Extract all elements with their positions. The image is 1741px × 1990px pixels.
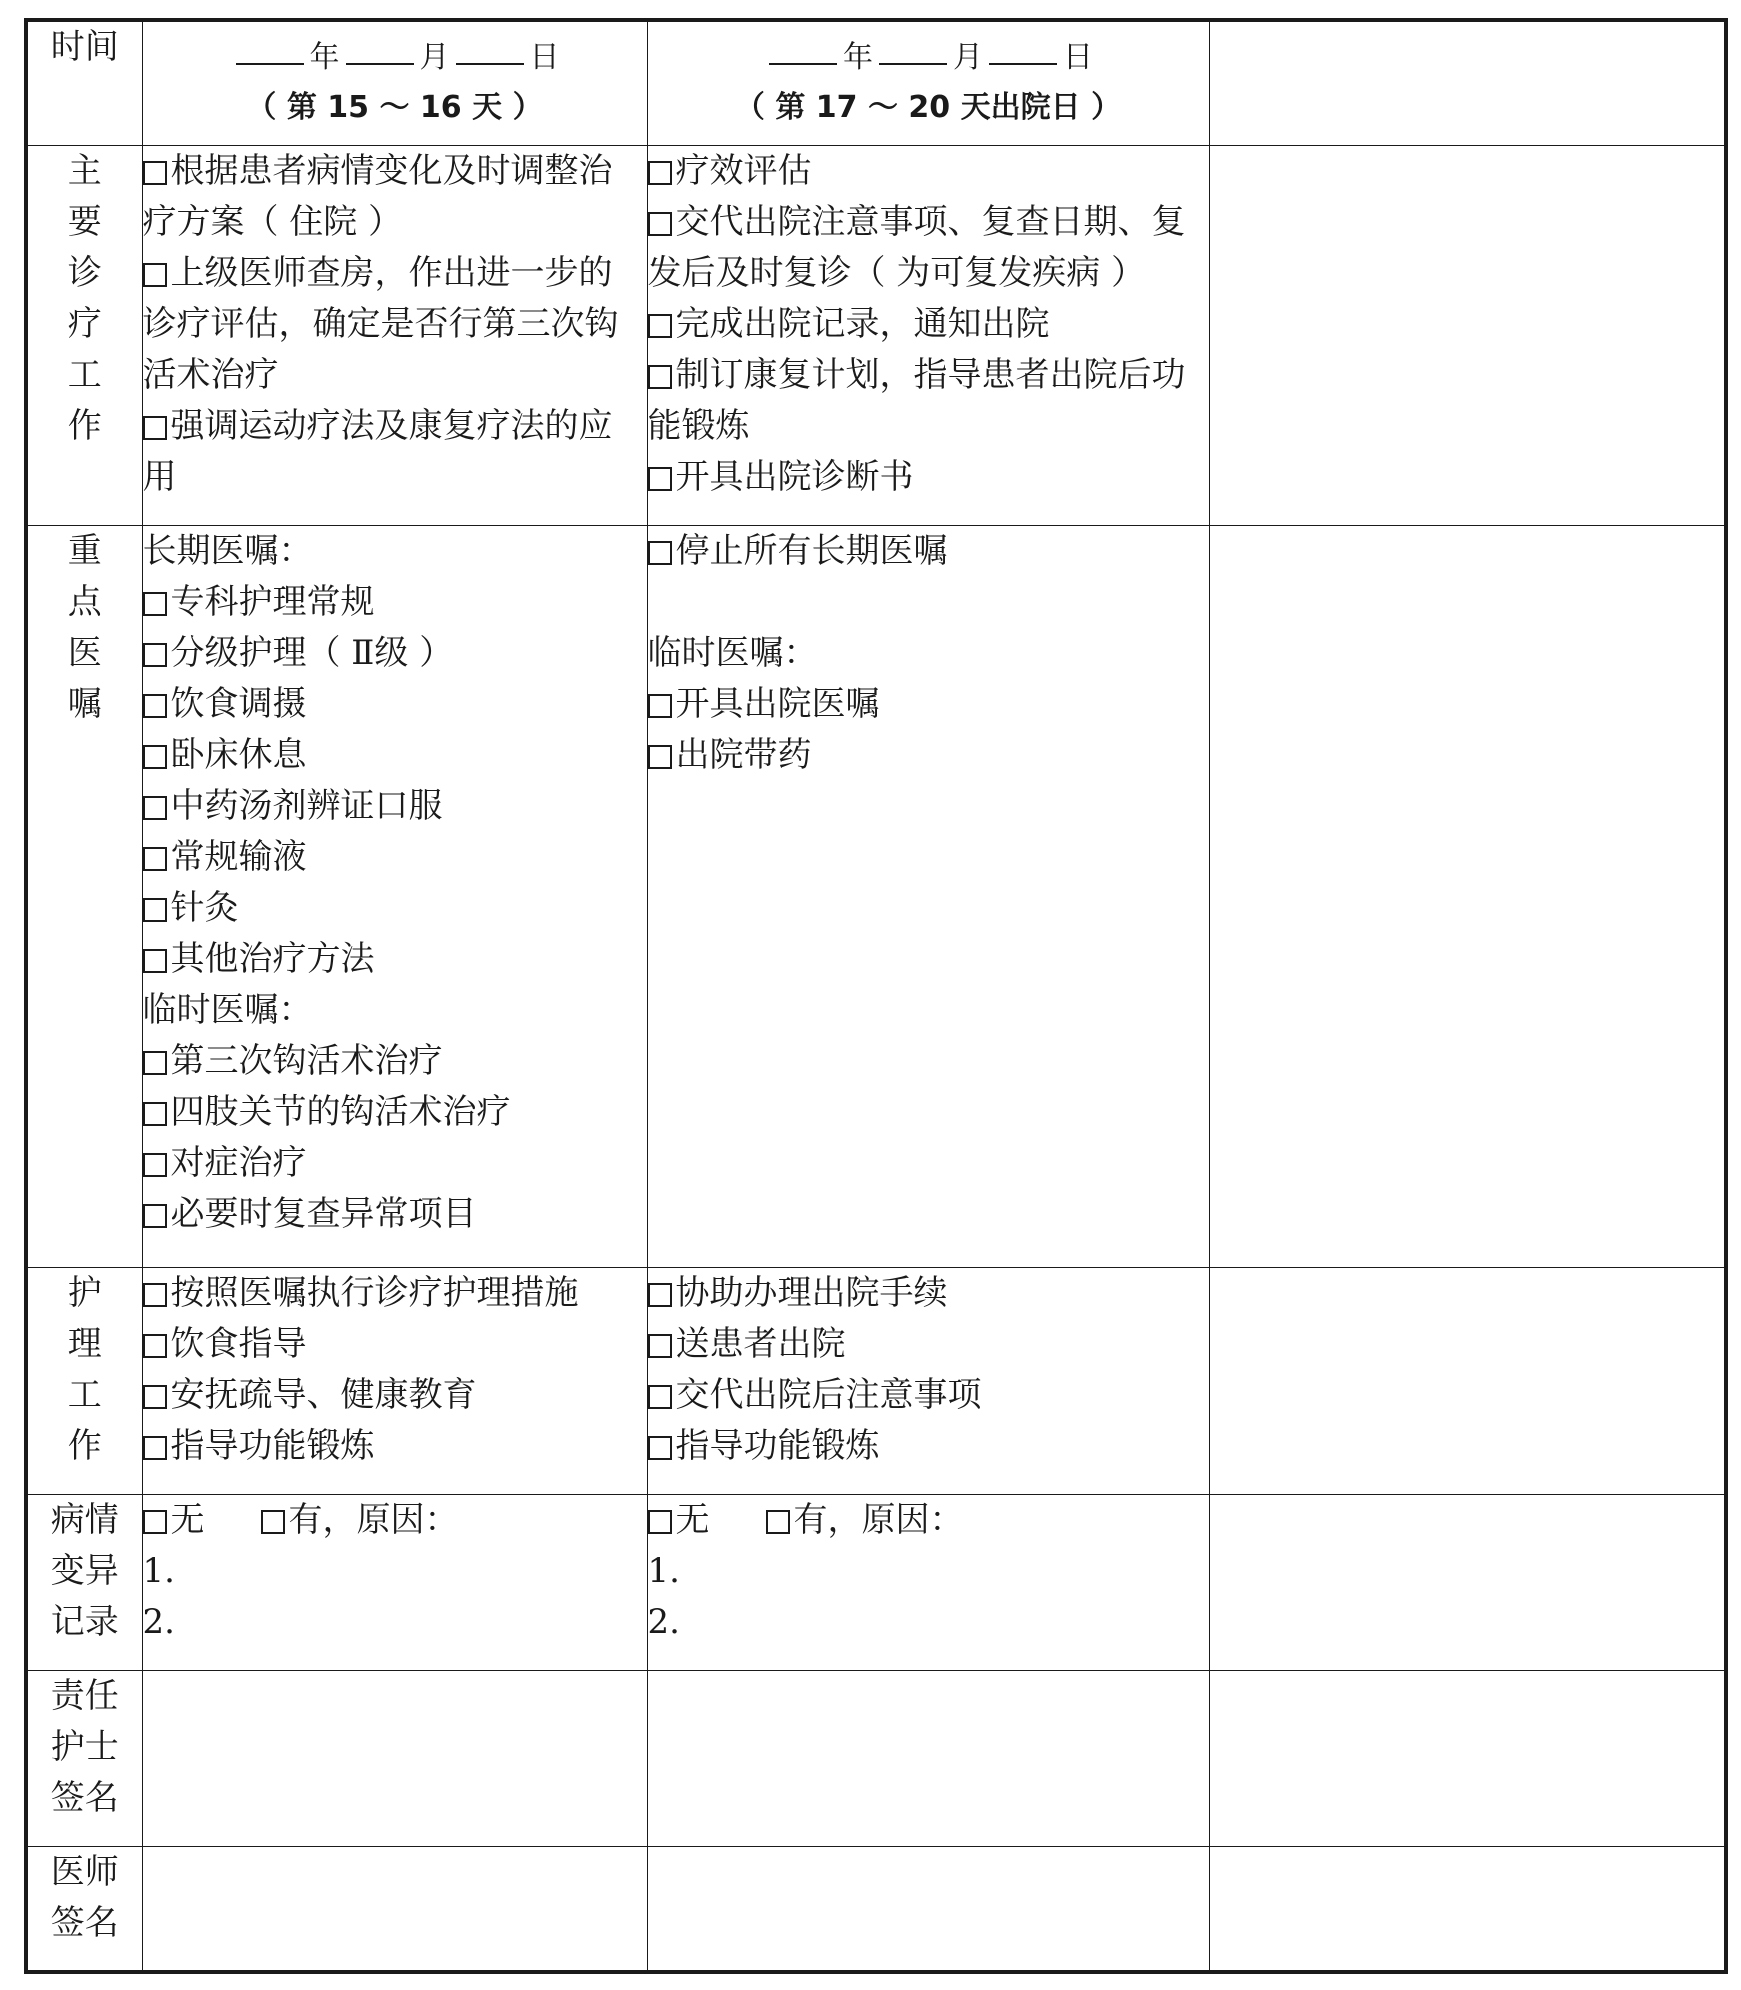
checklist-item: 停止所有长期医嘱 [648,526,1209,577]
checklist-item: 中药汤剂辨证口服 [143,781,647,832]
day-label: 日 [1063,40,1093,76]
checkbox[interactable] [143,1385,167,1409]
checkbox[interactable] [143,796,167,820]
checklist-item: 四肢关节的钩活术治疗 [143,1087,647,1138]
nursing-row [26,1267,1726,1494]
checklist-item: 开具出院诊断书 [648,452,1209,503]
checklist-item: 上级医师查房，作出进一步的诊疗评估，确定是否行第三次钩活术治疗 [142,252,619,395]
checkbox[interactable] [143,745,167,769]
checkbox[interactable] [143,1051,167,1075]
checkbox[interactable] [648,1385,672,1409]
checkbox[interactable] [648,1436,672,1460]
variance-col2 [647,1494,1209,1670]
checklist-item: 完成出院记录，通知出院 [648,299,1209,350]
checkbox[interactable] [143,694,167,718]
checkbox[interactable] [143,898,167,922]
nursing-label: 护 理 工 作 [26,1267,142,1494]
checkbox[interactable] [143,263,167,287]
doctor-sign-col2[interactable] [647,1846,1209,1972]
checklist-item: 协助办理出院手续 [648,1268,1209,1319]
checklist-item: 饮食指导 [143,1319,647,1370]
checkbox-yes[interactable] [766,1510,790,1534]
main-work-col2 [647,145,1209,525]
day-blank[interactable] [989,33,1057,65]
day-range-col1: （ 第 15 ～ 16 天 ） [246,90,543,126]
month-label: 月 [953,40,983,76]
checkbox[interactable] [648,694,672,718]
variance-options: 无 有，原因： [648,1495,1209,1546]
checkbox[interactable] [648,745,672,769]
checkbox-none[interactable] [648,1510,672,1534]
checkbox[interactable] [143,1102,167,1126]
checklist-item: 交代出院注意事项、复查日期、复发后及时复诊（ 为可复发疾病 ） [647,201,1186,293]
checklist-item: 安抚疏导、健康教育 [143,1370,647,1421]
orders-row [26,525,1726,1267]
nursing-col3-empty [1209,1267,1726,1494]
checkbox-none[interactable] [143,1510,167,1534]
variance-options: 无 有，原因： [143,1495,647,1546]
checklist-item: 交代出院后注意事项 [648,1370,1209,1421]
day-blank[interactable] [456,33,524,65]
orders-col3-empty [1209,525,1726,1267]
checkbox[interactable] [143,949,167,973]
day-range-col2: （ 第 17 ～ 20 天出院日 ） [734,90,1122,126]
year-blank[interactable] [236,33,304,65]
variance-label: 病情 变异 记录 [26,1494,142,1670]
checkbox-yes[interactable] [261,1510,285,1534]
doctor-sign-col1[interactable] [142,1846,647,1972]
nurse-sign-label: 责任 护士 签名 [26,1670,142,1846]
orders-label: 重 点 医 嘱 [26,525,142,1267]
checkbox[interactable] [648,365,672,389]
checklist-item: 第三次钩活术治疗 [143,1036,647,1087]
temp-title: 临时医嘱： [142,989,313,1030]
checkbox[interactable] [143,1153,167,1177]
variance-item-1[interactable]: 1. [647,1550,680,1591]
nurse-sign-col1[interactable] [142,1670,647,1846]
checkbox[interactable] [648,212,672,236]
variance-item-2[interactable]: 2. [142,1601,175,1642]
checkbox[interactable] [143,1334,167,1358]
checklist-item: 指导功能锻炼 [143,1421,647,1472]
temp-title: 临时医嘱： [647,632,818,673]
variance-col1 [142,1494,647,1670]
checkbox[interactable] [143,1204,167,1228]
checklist-item: 针灸 [143,883,647,934]
year-label: 年 [843,40,873,76]
date-line-col2 [648,33,1209,83]
header-col2 [647,20,1209,145]
nurse-sign-row [26,1670,1726,1846]
checklist-item: 出院带药 [648,730,1209,781]
long-term-title: 长期医嘱： [142,530,313,571]
checkbox[interactable] [143,592,167,616]
main-work-row [26,145,1726,525]
month-blank[interactable] [346,33,414,65]
spacer [648,577,1209,628]
nursing-col2 [647,1267,1209,1494]
checklist-item: 制订康复计划，指导患者出院后功能锻炼 [647,354,1186,446]
clinical-pathway-table [24,18,1728,1974]
checklist-item: 对症治疗 [143,1138,647,1189]
checklist-item: 专科护理常规 [143,577,647,628]
checkbox[interactable] [143,416,167,440]
checklist-item: 饮食调摄 [143,679,647,730]
checklist-item: 分级护理（ Ⅱ级 ） [143,628,647,679]
variance-item-1[interactable]: 1. [142,1550,175,1591]
checkbox[interactable] [143,1436,167,1460]
checklist-item: 卧床休息 [143,730,647,781]
header-row [26,20,1726,145]
checkbox[interactable] [648,314,672,338]
doctor-sign-row [26,1846,1726,1972]
checkbox[interactable] [648,541,672,565]
checklist-item: 必要时复查异常项目 [143,1189,647,1240]
checkbox[interactable] [648,161,672,185]
checklist-item: 按照医嘱执行诊疗护理措施 [143,1268,647,1319]
checkbox[interactable] [648,467,672,491]
orders-col2 [647,525,1209,1267]
month-label: 月 [419,40,450,76]
nursing-col1 [142,1267,647,1494]
checklist-item: 指导功能锻炼 [648,1421,1209,1472]
main-work-label: 主 要 诊 疗 工 作 [26,145,142,525]
checkbox[interactable] [648,1283,672,1307]
checklist-item: 根据患者病情变化及时调整治疗方案（ 住院 ） [142,150,613,242]
variance-col3-empty [1209,1494,1726,1670]
main-work-col1 [142,145,647,525]
nurse-sign-col2[interactable] [647,1670,1209,1846]
checkbox[interactable] [143,161,167,185]
date-line-col1 [143,33,647,83]
header-col1 [142,20,647,145]
checklist-item: 开具出院医嘱 [648,679,1209,730]
checkbox[interactable] [143,643,167,667]
year-label: 年 [309,40,340,76]
orders-col1 [142,525,647,1267]
month-blank[interactable] [879,33,947,65]
checkbox[interactable] [143,847,167,871]
main-work-col3-empty [1209,145,1726,525]
checklist-item: 疗效评估 [648,146,1209,197]
checklist-item: 送患者出院 [648,1319,1209,1370]
checkbox[interactable] [648,1334,672,1358]
doctor-sign-label: 医师 签名 [26,1846,142,1972]
doctor-sign-col3[interactable] [1209,1846,1726,1972]
checklist-item: 强调运动疗法及康复疗法的应用 [142,405,613,497]
header-col3-empty [1209,20,1726,145]
year-blank[interactable] [769,33,837,65]
checkbox[interactable] [143,1283,167,1307]
day-label: 日 [529,40,560,76]
time-label: 时间 [26,20,142,145]
checklist-item: 其他治疗方法 [143,934,647,985]
checklist-item: 常规输液 [143,832,647,883]
nurse-sign-col3[interactable] [1209,1670,1726,1846]
variance-item-2[interactable]: 2. [647,1601,680,1642]
variance-row [26,1494,1726,1670]
